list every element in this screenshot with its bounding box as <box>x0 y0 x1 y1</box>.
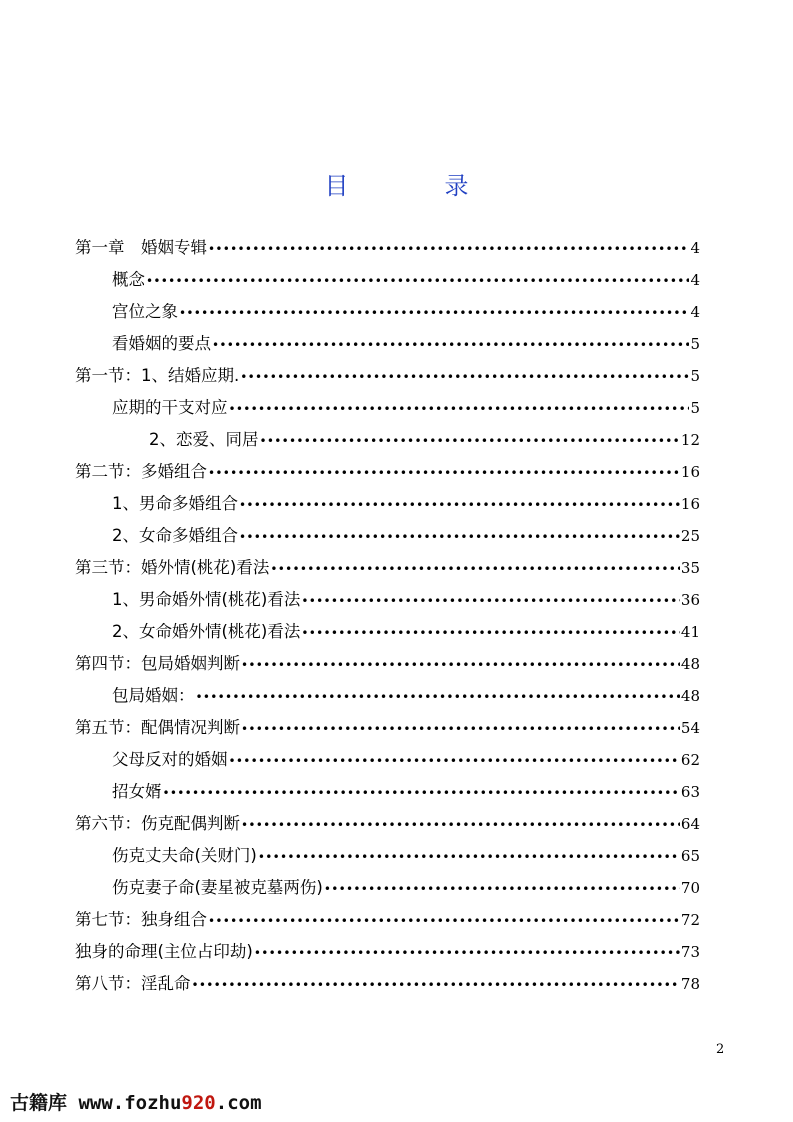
toc-entry-title: 第五节：配偶情况判断 <box>75 718 240 737</box>
toc-dot-leader <box>192 968 680 1000</box>
toc-dot-leader <box>254 936 680 968</box>
toc-entry-title: 包局婚姻： <box>112 686 195 705</box>
toc-entry-page: 4 <box>690 303 700 321</box>
toc-dot-leader <box>163 776 680 808</box>
toc-entry[interactable] <box>75 936 700 968</box>
toc-entry[interactable] <box>75 552 700 584</box>
toc-entry[interactable] <box>75 648 700 680</box>
toc-entry-title: 2、女命婚外情(桃花)看法 <box>112 622 301 641</box>
toc-entry-page: 4 <box>690 271 700 289</box>
toc-dot-leader <box>229 744 680 776</box>
toc-entry[interactable] <box>75 360 700 392</box>
toc-entry[interactable] <box>149 424 700 456</box>
toc-dot-leader <box>208 232 689 264</box>
watermark-url-digits: 920 <box>181 1092 216 1114</box>
toc-entry-title: 第六节：伤克配偶判断 <box>75 814 240 833</box>
toc-entry-title: 2、恋爱、同居 <box>149 430 259 449</box>
toc-dot-leader <box>241 712 680 744</box>
toc-dot-leader <box>208 904 680 936</box>
toc-entry-title: 第一节：1、结婚应期. <box>75 366 240 385</box>
toc-entry-title: 2、女命多婚组合 <box>112 526 238 545</box>
toc-entry-page: 5 <box>690 367 700 385</box>
toc-entry[interactable] <box>112 840 700 872</box>
toc-dot-leader <box>301 616 680 648</box>
toc-entry-page: 48 <box>680 655 700 673</box>
toc-entry[interactable] <box>112 680 700 712</box>
toc-dot-leader <box>212 328 689 360</box>
toc-entry[interactable] <box>112 296 700 328</box>
toc-entry-title: 第四节：包局婚姻判断 <box>75 654 240 673</box>
toc-entry[interactable] <box>75 808 700 840</box>
toc-dot-leader <box>270 552 680 584</box>
toc-dot-leader <box>301 584 680 616</box>
toc-entry[interactable] <box>112 392 700 424</box>
toc-entry-page: 16 <box>680 495 700 513</box>
toc-dot-leader <box>179 296 689 328</box>
toc-entry-page: 16 <box>680 463 700 481</box>
toc-entry-page: 12 <box>680 431 700 449</box>
toc-entry[interactable] <box>112 744 700 776</box>
toc-entry-title: 独身的命理(主位占印劫) <box>75 942 253 961</box>
toc-dot-leader <box>241 808 680 840</box>
toc-entry-title: 伤克丈夫命(关财门) <box>112 846 257 865</box>
toc-entry[interactable] <box>75 904 700 936</box>
toc-entry[interactable] <box>112 520 700 552</box>
toc-dot-leader <box>146 264 689 296</box>
toc-entry-page: 5 <box>690 335 700 353</box>
toc-entry-page: 5 <box>690 399 700 417</box>
toc-entry-page: 36 <box>680 591 700 609</box>
toc-entry[interactable] <box>112 264 700 296</box>
toc-dot-leader <box>239 488 680 520</box>
toc-entry-title: 宫位之象 <box>112 302 178 321</box>
toc-entry[interactable] <box>112 776 700 808</box>
toc-entry-page: 72 <box>680 911 700 929</box>
toc-dot-leader <box>208 456 680 488</box>
toc-entry[interactable] <box>112 488 700 520</box>
toc-entry[interactable] <box>75 712 700 744</box>
toc-entry-page: 64 <box>680 815 700 833</box>
watermark-name: 古籍库 <box>10 1092 68 1114</box>
toc-entry-page: 73 <box>680 943 700 961</box>
toc-entry-page: 63 <box>680 783 700 801</box>
table-of-contents <box>0 232 793 1002</box>
toc-entry[interactable] <box>112 328 700 360</box>
toc-dot-leader <box>324 872 680 904</box>
toc-entry-title: 招女婿 <box>112 782 162 801</box>
toc-entry-page: 65 <box>680 847 700 865</box>
watermark <box>10 1088 262 1115</box>
toc-entry-page: 54 <box>680 719 700 737</box>
toc-entry-title: 第三节：婚外情(桃花)看法 <box>75 558 270 577</box>
toc-entry[interactable] <box>112 584 700 616</box>
toc-entry-title: 应期的干支对应 <box>112 398 228 417</box>
toc-entry-page: 35 <box>680 559 700 577</box>
toc-entry-page: 4 <box>690 239 700 257</box>
toc-dot-leader <box>241 648 680 680</box>
toc-entry-page: 62 <box>680 751 700 769</box>
toc-entry-page: 48 <box>680 687 700 705</box>
toc-entry[interactable] <box>112 616 700 648</box>
toc-entry-page: 78 <box>680 975 700 993</box>
page-title: 目 录 <box>324 172 505 200</box>
toc-entry-title: 第一章 婚姻专辑 <box>75 238 207 257</box>
toc-entry-title: 1、男命婚外情(桃花)看法 <box>112 590 301 609</box>
toc-entry-page: 70 <box>680 879 700 897</box>
toc-entry-title: 概念 <box>112 270 145 289</box>
toc-entry[interactable] <box>75 456 700 488</box>
toc-dot-leader <box>239 520 680 552</box>
toc-dot-leader <box>229 392 690 424</box>
watermark-url-prefix: www.fozhu <box>78 1092 182 1114</box>
toc-entry-page: 25 <box>680 527 700 545</box>
toc-dot-leader <box>260 424 680 456</box>
page-number: 2 <box>716 1042 725 1057</box>
toc-entry[interactable] <box>75 968 700 1000</box>
toc-dot-leader <box>240 360 689 392</box>
toc-entry-title: 伤克妻子命(妻星被克墓两伤) <box>112 878 323 897</box>
toc-entry-page: 41 <box>680 623 700 641</box>
watermark-url-suffix: .com <box>215 1092 262 1114</box>
toc-entry[interactable] <box>75 232 700 264</box>
toc-entry-title: 父母反对的婚姻 <box>112 750 228 769</box>
toc-entry-title: 1、男命多婚组合 <box>112 494 238 513</box>
toc-entry-title: 第二节：多婚组合 <box>75 462 207 481</box>
toc-entry-title: 第七节：独身组合 <box>75 910 207 929</box>
toc-entry-title: 第八节：淫乱命 <box>75 974 191 993</box>
toc-dot-leader <box>258 840 680 872</box>
toc-dot-leader <box>196 680 680 712</box>
toc-entry[interactable] <box>112 872 700 904</box>
toc-entry-title: 看婚姻的要点 <box>112 334 211 353</box>
